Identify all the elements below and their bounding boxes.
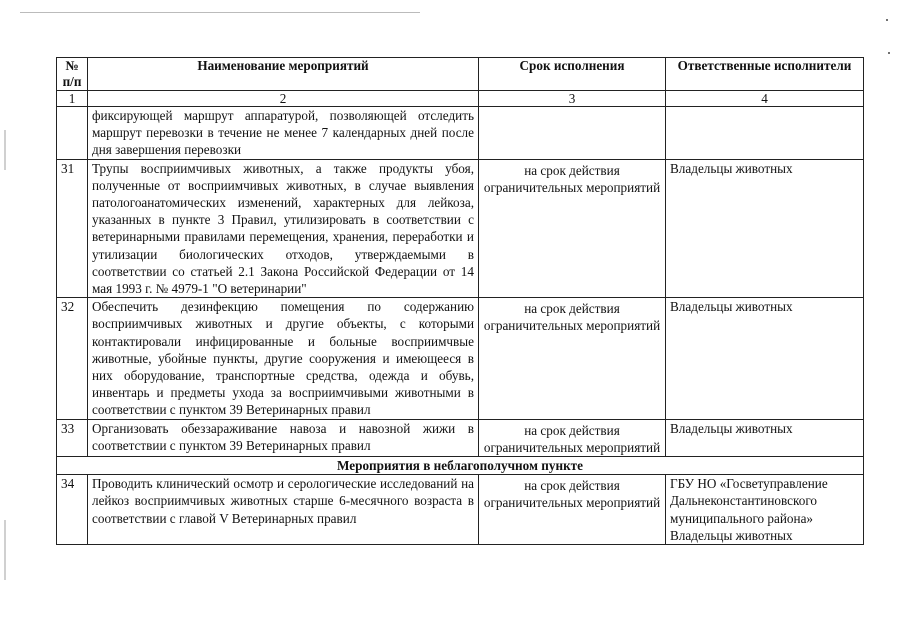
scan-speck xyxy=(886,19,888,21)
header-resp: Ответственные исполнители xyxy=(666,58,864,91)
row-num: 31 xyxy=(57,159,88,298)
scan-margin-mark xyxy=(4,520,6,580)
table-row xyxy=(57,298,864,419)
row-resp: Владельцы животных xyxy=(666,419,864,456)
row-text: Организовать обеззараживание навоза и навозной жижи в соответствии с пунктом 39 Ветеринарных правил xyxy=(88,419,479,456)
section-row xyxy=(57,457,864,475)
row-text: Обеспечить дезинфекцию помещения по содержанию восприимчивых животных и другие объекты, с которыми контактировали инфицированные и больные восприимчвые животные, убойные пункты, другие сооружения и имеющееся в них оборудование, транспортные средства, одежда и обувь, инвентарь и предметы ухода за восприимчивыми животными в соответствии с пунктом 39 Ветеринарных правил xyxy=(88,298,479,419)
row-resp: ГБУ НО «Госветуправление Дальнеконстантиновского муниципального района» Владельцы животных xyxy=(666,475,864,545)
table-row xyxy=(57,475,864,545)
row-num: 33 xyxy=(57,419,88,456)
row-text: фиксирующей маршрут аппаратурой, позволяющей отследить маршрут перевозки в течение не менее 7 календарных дней после дня завершения перевозки xyxy=(88,107,479,160)
row-resp: Владельцы животных xyxy=(666,298,864,419)
header-term: Срок исполнения xyxy=(479,58,666,91)
scan-speck xyxy=(888,52,890,54)
column-number: 3 xyxy=(479,91,666,107)
column-number: 4 xyxy=(666,91,864,107)
row-resp: Владельцы животных xyxy=(666,159,864,298)
row-resp-empty xyxy=(666,107,864,160)
section-title: Мероприятия в неблагополучном пункте xyxy=(57,457,864,475)
column-number-row xyxy=(57,91,864,107)
scan-margin-mark xyxy=(4,130,6,170)
row-term: на срок действия ограничительных мероприятий xyxy=(479,475,666,545)
header-name: Наименование мероприятий xyxy=(88,58,479,91)
measures-table xyxy=(56,57,864,545)
header-num: № п/п xyxy=(57,58,88,91)
row-term: на срок действия ограничительных мероприятий xyxy=(479,298,666,419)
table-row-continuation xyxy=(57,107,864,160)
column-number: 2 xyxy=(88,91,479,107)
row-term: на срок действия ограничительных мероприятий xyxy=(479,419,666,456)
row-num-empty xyxy=(57,107,88,160)
row-text: Трупы восприимчивых животных, а также продукты убоя, полученные от восприимчивых животных, в случае выявления патологоанатомических изменений, характерных для лейкоза, указанных в пункте 3 Правил, утилизировать в соответствии с ветеринарными правилами перемещения, хранения, переработки и утилизации биологических отходов, утверждаемыми в соответствии со статьей 2.1 Закона Российской Федерации от 14 мая 1993 г. № 4979-1 "О ветеринарии" xyxy=(88,159,479,298)
row-num: 34 xyxy=(57,475,88,545)
row-num: 32 xyxy=(57,298,88,419)
row-term-empty xyxy=(479,107,666,160)
row-term: на срок действия ограничительных мероприятий xyxy=(479,159,666,298)
table-row xyxy=(57,159,864,298)
table-header-row xyxy=(57,58,864,91)
table-row xyxy=(57,419,864,456)
row-text: Проводить клинический осмотр и серологические исследований на лейкоз восприимчивых животных старше 6-месячного возраста в соответствии с главой V Ветеринарных правил xyxy=(88,475,479,545)
top-scan-rule xyxy=(20,12,420,13)
column-number: 1 xyxy=(57,91,88,107)
